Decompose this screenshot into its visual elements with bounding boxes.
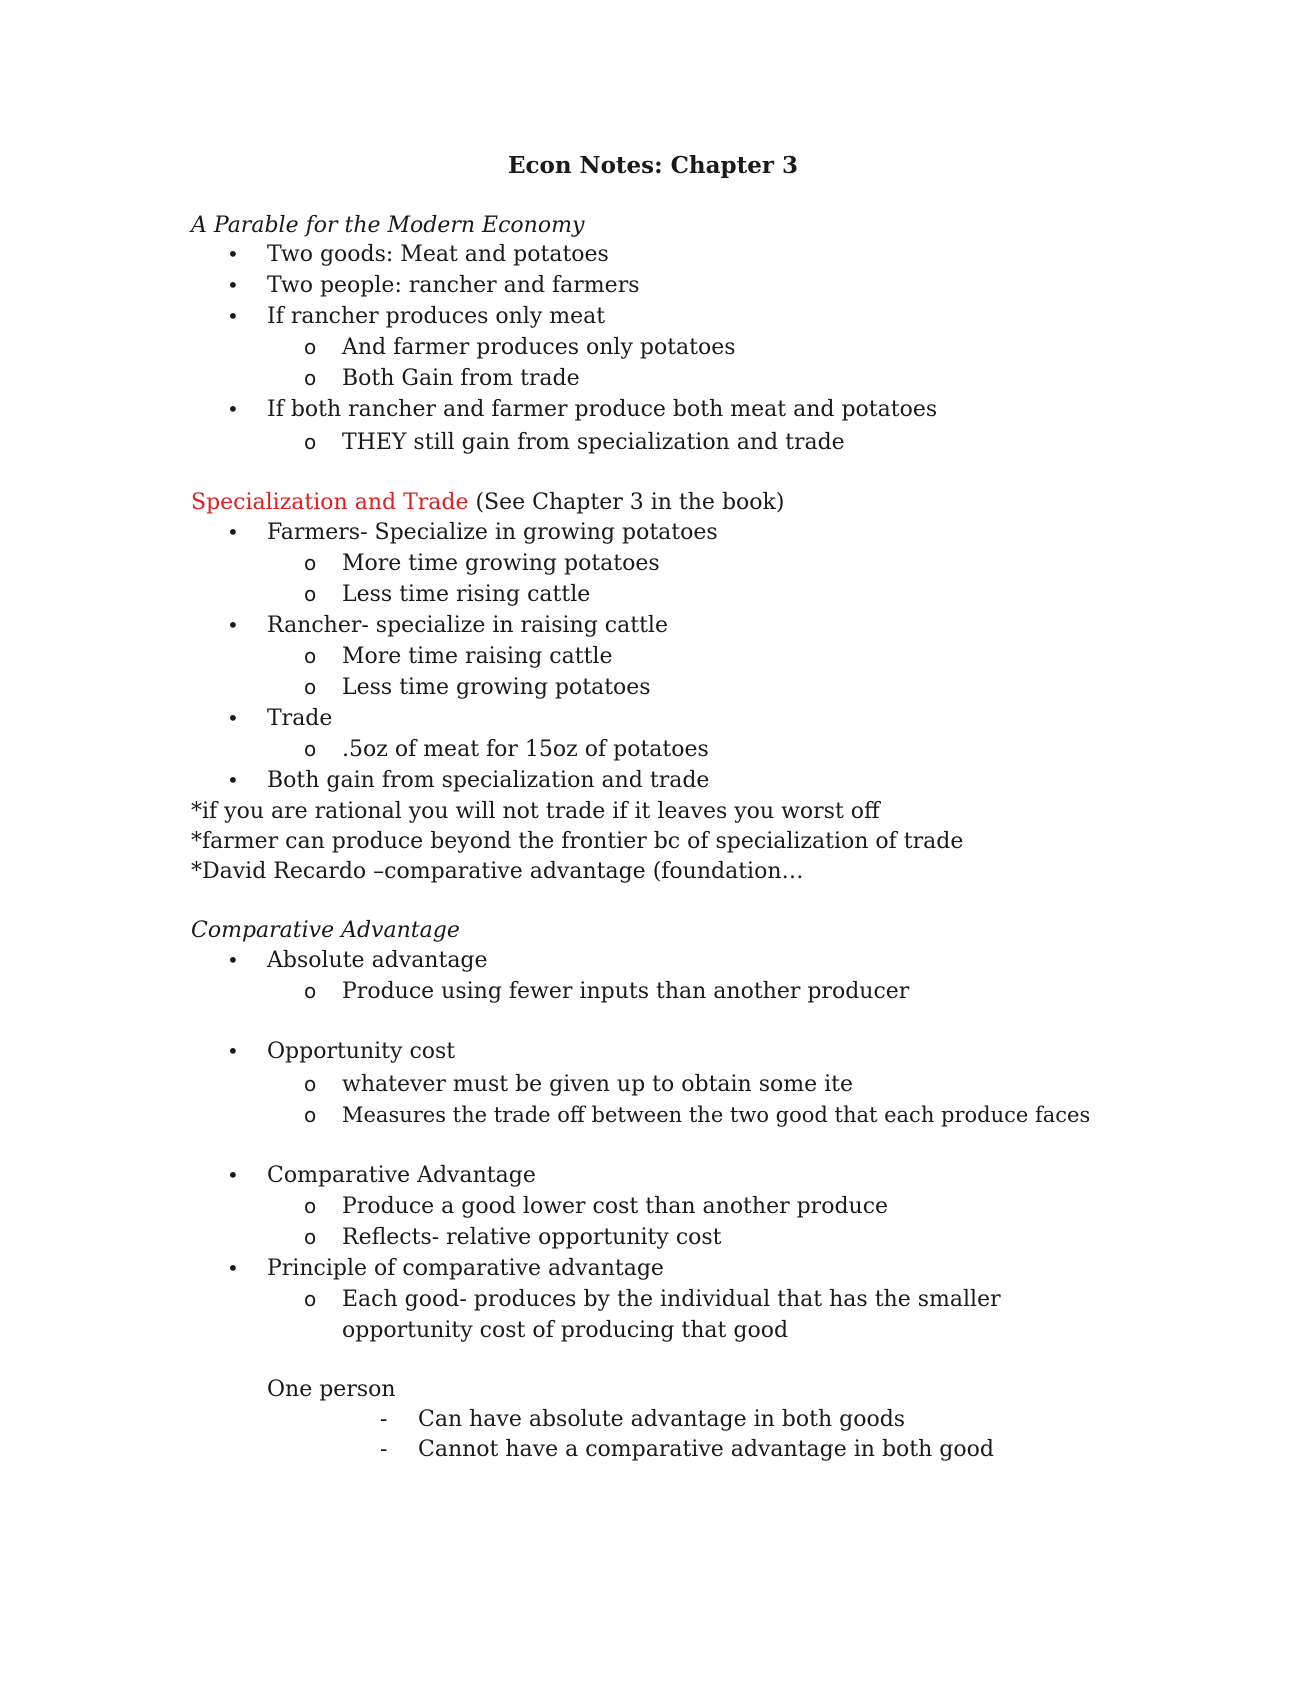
sub-bullet-icon: o [304, 1287, 317, 1311]
sub-bullet-icon: o [304, 582, 317, 606]
bullet-icon: • [227, 706, 239, 730]
sub-bullet-icon: o [304, 1194, 317, 1218]
note-line: *David Recardo –comparative advantage (foundation… [191, 859, 804, 884]
note-line: *farmer can produce beyond the frontier bc of specialization of trade [191, 829, 964, 854]
sub-bullet-icon: o [304, 551, 317, 575]
bullet-icon: • [227, 1039, 239, 1063]
section-heading-comparative: Comparative Advantage [191, 918, 460, 943]
sub-bullet-icon: o [304, 1072, 317, 1096]
bullet-icon: • [227, 768, 239, 792]
bullet-icon: • [227, 948, 239, 972]
bullet-icon: • [227, 1256, 239, 1280]
one-person-label: One person [267, 1377, 396, 1402]
note-line: *if you are rational you will not trade if it leaves you worst off [191, 799, 880, 824]
sub-bullet-icon: o [304, 1225, 317, 1249]
dash-icon: - [380, 1407, 388, 1432]
sub-bullet-icon: o [304, 335, 317, 359]
bullet-icon: • [227, 273, 239, 297]
sub-bullet-icon: o [304, 737, 317, 761]
bullet-icon: • [227, 1163, 239, 1187]
sub-bullet-icon: o [304, 430, 317, 454]
bullet-icon: • [227, 520, 239, 544]
bullet-icon: • [227, 397, 239, 421]
section-heading-parable: A Parable for the Modern Economy [191, 213, 585, 238]
sub-bullet-icon: o [304, 644, 317, 668]
bullet-icon: • [227, 304, 239, 328]
sub-bullet-icon: o [304, 979, 317, 1003]
dash-icon: - [380, 1437, 388, 1462]
sub-bullet-icon: o [304, 675, 317, 699]
section-heading-specialization: Specialization and Trade (See Chapter 3 in the book) [191, 490, 785, 515]
sub-bullet-icon: o [304, 366, 317, 390]
bullet-icon: • [227, 613, 239, 637]
bullet-icon: • [227, 242, 239, 266]
sub-bullet-icon: o [304, 1103, 317, 1127]
document-page: Econ Notes: Chapter 3 A Parable for the Modern Economy • Two goods: Meat and potatoes • Two people: rancher and farmers • If rancher produces only meat o And farmer produces only potatoes o Both Gain from trade • If both rancher and farmer produce both meat and potatoes o THEY still gain from specialization and trade Specialization and Trade (See Chapter 3 in the book) • Farmers- Specialize in growing potatoes o More time growing potatoes o Less time rising cattle • Rancher- specialize in raising cattle o More time raising cattle o Less time growing potatoes • Trade o .5oz of meat for 15oz of potatoes • Both gain from specialization and trade *if you are rational you will not trade if it leaves you worst off *farmer can produce beyond the frontier bc of specialization of trade *David Recardo –comparative advantage (foundation… Comparative Advantage • Absolute advantage o Produce using fewer inputs than another producer • Opportunity cost o whatever must be given up to obtain some ite o Measures the trade off between the two good that each produce faces • Comparative Advantage o Produce a good lower cost than another produce o Reflects- relative opportunity cost • Principle of comparative advantage o Each good- produces by the individual that has the smaller opportunity cost of producing that good One person - Can have absolute advantage in both goods - Cannot have a comparative advantage in both good [0, 0, 1306, 1692]
page-title: Econ Notes: Chapter 3 [507, 152, 799, 179]
